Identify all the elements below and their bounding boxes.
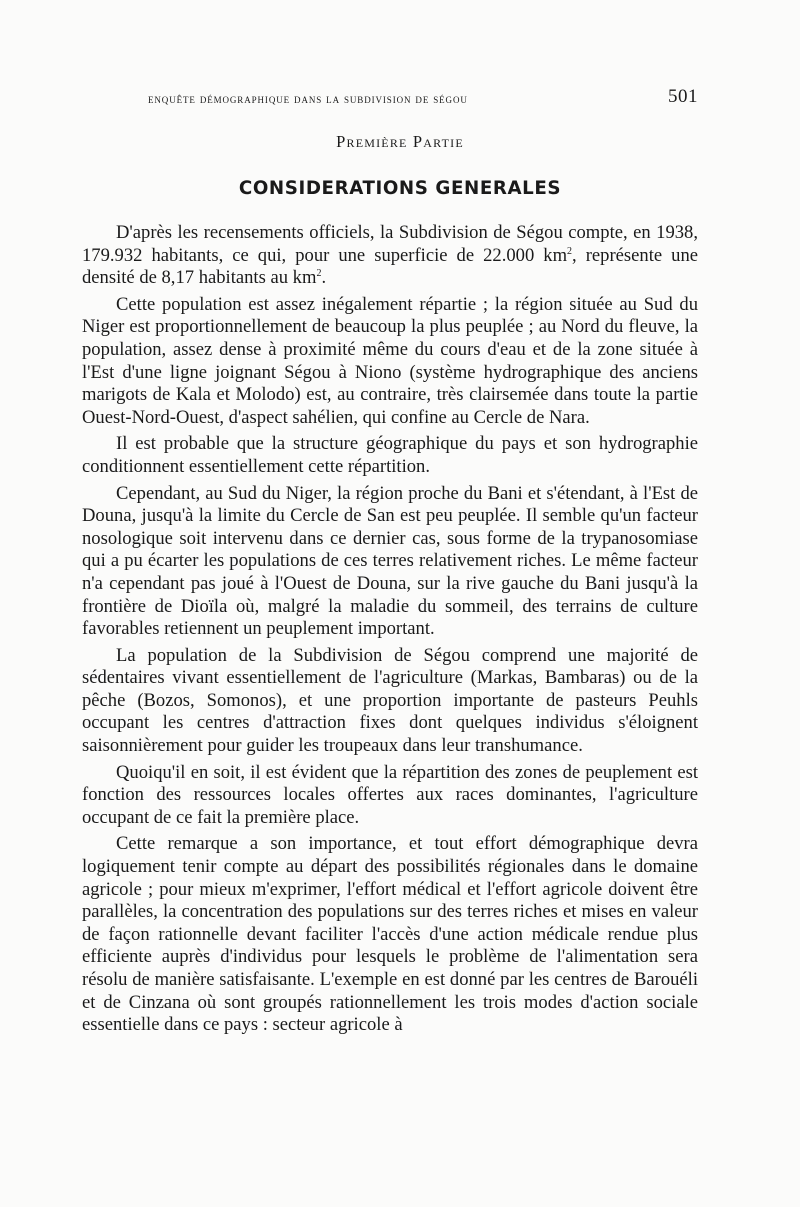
superscript-square: 2: [567, 245, 573, 257]
superscript-square: 2: [316, 268, 322, 279]
running-header: enquête démographique dans la subdivision de ségou: [148, 92, 468, 106]
paragraph-1-text-a: D'après les recensements officiels, la Subdivision de Ségou compte, en 1938, 179.932 habitants, ce qui, pour une superficie de 22.000 km: [82, 222, 698, 266]
paragraph-6: Quoiqu'il en soit, il est évident que la répartition des zones de peuplement est fonction des ressources locales offertes aux races dominantes, l'agriculture occupant de ce fait la première place.: [82, 761, 698, 828]
section-title: CONSIDERATIONS GENERALES: [238, 177, 562, 199]
paragraph-1-text-c: .: [321, 267, 327, 289]
body-text: [82, 222, 698, 1041]
paragraph-1: [82, 222, 698, 290]
paragraph-1-text-b: , représente une densité de 8,17 habitants au km: [82, 244, 698, 289]
part-title: Première Partie: [336, 132, 464, 151]
paragraph-7: Cette remarque a son importance, et tout effort démographique devra logiquement tenir compte au départ des possibilités régionales dans le domaine agricole ; pour mieux m'exprimer, l'effort médical et l'effort agricole doivent être parallèles, la concentration des populations sur des terres riches et mises en valeur de façon rationnelle devant faciliter l'accès d'une action médicale rendue plus efficiente auprès d'individus pour lesquels le problème de l'alimentation sera résolu de manière satisfaisante. L'exemple en est donné par les centres de Barouéli et de Cinzana où sont groupés rationnellement les trois modes d'action sociale essentielle dans ce pays : secteur agricole à: [82, 833, 698, 1036]
paragraph-5: La population de la Subdivision de Ségou comprend une majorité de sédentaires vivant essentiellement de l'agriculture (Markas, Bambaras) ou de la pêche (Bozos, Somonos), et une proportion importante de pasteurs Peuhls occupant les centres d'attraction fixes dont quelques individus s'éloignent saisonnièrement pour guider les troupeaux dans leur transhumance.: [82, 644, 698, 757]
page-number: 501: [668, 86, 698, 107]
paragraph-2: Cette population est assez inégalement répartie ; la région située au Sud du Niger est proportionnellement de beaucoup la plus peuplée ; au Nord du fleuve, la population, assez dense à proximité même du cours d'eau et de la zone située à l'Est d'une ligne joignant Ségou à Niono (système hydrographique des anciens marigots de Kala et Molodo) est, au contraire, très clairsemée dans toute la partie Ouest-Nord-Ouest, d'aspect sahélien, qui confine au Cercle de Nara.: [82, 293, 698, 428]
paragraph-4: Cependant, au Sud du Niger, la région proche du Bani et s'étendant, à l'Est de Douna, jusqu'à la limite du Cercle de San est peu peuplée. Il semble qu'un facteur nosologique soit intervenu dans ce dernier cas, sous forme de la trypanosomiase qui a pu écarter les populations de ces terres relativement riches. Le même facteur n'a cependant pas joué à l'Ouest de Douna, sur la rive gauche du Bani jusqu'à la frontière de Dioïla où, malgré la maladie du sommeil, des terrains de culture favorables retiennent un peuplement important.: [82, 482, 698, 640]
paragraph-3: Il est probable que la structure géographique du pays et son hydrographie conditionnent essentiellement cette répartition.: [82, 433, 698, 477]
